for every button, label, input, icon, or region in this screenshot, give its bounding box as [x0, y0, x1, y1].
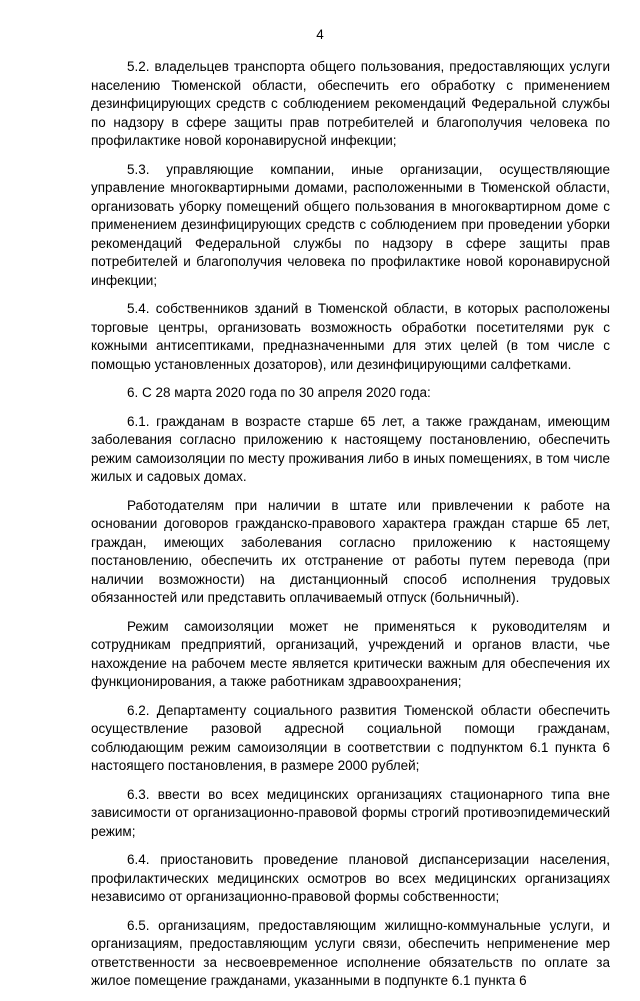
paragraph-6: 6. С 28 марта 2020 года по 30 апреля 2020 года:	[127, 385, 431, 400]
paragraph-5-2: 5.2. владельцев транспорта общего пользования, предоставляющих услуги населению Тюменской области, обеспечить его обработку с применением дезинфицирующих средств с соблюдением рекомендаций Федеральной службы по надзору в сфере защиты прав потребителей и благополучия человека по профилактике новой коронавирусной инфекции;	[91, 59, 610, 148]
paragraph-self-isolation: Режим самоизоляции может не применяться к руководителям и сотрудникам предприятий, организаций, учреждений и органов власти, чье нахождение на рабочем месте является критически важным для обеспечения их функционирования, а также работникам здравоохранения;	[91, 618, 610, 689]
paragraph-6-2: 6.2. Департаменту социального развития Тюменской области обеспечить осуществление разовой адресной социальной помощи гражданам, соблюдающим режим самоизоляции в соответствии с подпунктом 6.1 пункта 6 настоящего постановления, в размере 2000 рублей;	[91, 702, 610, 773]
paragraph-6-4: 6.4. приостановить проведение плановой диспансеризации населения, профилактических медицинских осмотров во всех медицинских организациях независимо от организационно-правовой формы собственности;	[91, 852, 610, 904]
paragraph-6-1: 6.1. гражданам в возрасте старше 65 лет, а также гражданам, имеющим заболевания согласно приложению к настоящему постановлению, обеспечить режим самоизоляции по месту проживания либо в иных помещениях, в том числе жилых и садовых домах.	[91, 413, 610, 484]
paragraph-5-4: 5.4. собственников зданий в Тюменской области, в которых расположены торговые центры, организовать возможность обработки посетителями рук с кожными антисептиками, предназначенными для этих целей (в том числе с помощью установленных дозаторов), или дезинфицирующими салфетками.	[91, 301, 610, 372]
page-number: 4	[316, 27, 324, 42]
paragraph-employers: Работодателям при наличии в штате или привлечении к работе на основании договоров гражданско-правового характера граждан старше 65 лет, граждан, имеющих заболевания согласно приложению к настоящему постановлению, обеспечить их отстранение от работы путем перевода (при наличии возможности) на дистанционный способ исполнения трудовых обязанностей или представить оплачиваемый отпуск (больничный).	[91, 497, 610, 605]
paragraph-6-5: 6.5. организациям, предоставляющим жилищно-коммунальные услуги, и организациям, предоставляющим услуги связи, обеспечить неприменение мер ответственности за несвоевременное исполнение обязательств по оплате за жилое помещение гражданами, указанными в подпункте 6.1 пункта 6	[91, 917, 610, 988]
document-body	[91, 58, 610, 1001]
paragraph-5-3: 5.3. управляющие компании, иные организации, осуществляющие управление многоквартирными домами, расположенными в Тюменской области, организовать уборку помещений общего пользования в многоквартирном доме с применением дезинфицирующих средств с соблюдением при проведении уборки рекомендаций Федеральной службы по надзору в сфере защиты прав потребителей и благополучия человека по профилактике новой коронавирусной инфекции;	[91, 161, 610, 288]
paragraph-6-3: 6.3. ввести во всех медицинских организациях стационарного типа вне зависимости от организационно-правовой формы строгий противоэпидемический режим;	[91, 786, 610, 839]
